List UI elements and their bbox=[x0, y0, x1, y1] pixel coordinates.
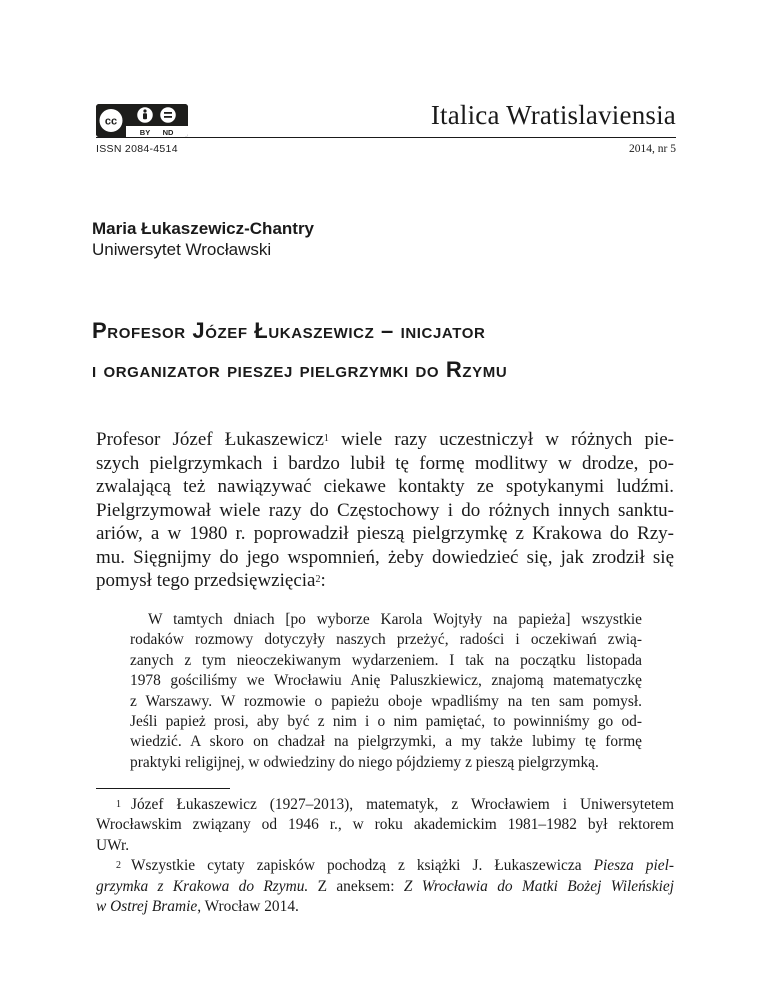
body-line: pomysł tego przedsięwzięcia$^2$: bbox=[96, 570, 326, 591]
by-label: BY bbox=[139, 128, 151, 137]
body-paragraph bbox=[96, 428, 674, 593]
footnote-1-line: UWr. bbox=[96, 836, 130, 854]
footnote-1-line: $^1$ Józef Łukaszewicz (1927–2013), matematyk, z Wrocławiem i Uniwersytetem bbox=[116, 796, 674, 813]
quote-line: z Warszawy. W rozmowie o papieżu oboje wpadliśmy na ten sam pomysł. bbox=[130, 692, 642, 710]
header-rule bbox=[96, 137, 676, 138]
footnote-2-line: w Ostrej Bramie, Wrocław 2014. bbox=[96, 898, 299, 916]
author-affiliation: Uniwersytet Wrocławski bbox=[92, 240, 272, 259]
cc-icon bbox=[99, 108, 124, 133]
footnote-2-line: grzymka z Krakowa do Rzymu. Z aneksem: Z Wrocławia do Matki Bożej Wileńskiej bbox=[96, 877, 674, 895]
quote-line: W tamtych dniach [po wyborze Karola Wojtyły na papieża] wszystkie bbox=[148, 611, 642, 628]
footnote-1-line: Wrocławskim związany od 1946 r., w roku akademickim 1981–1982 był rektorem bbox=[96, 816, 674, 834]
nd-label: ND bbox=[162, 128, 174, 137]
footnote-mark: 2 bbox=[116, 860, 121, 872]
article-title-line-2: i organizator pieszej pielgrzymki do Rzymu bbox=[92, 357, 508, 382]
body-line: mu. Sięgnijmy do jego wspomnień, żeby dowiedzieć się, jak zrodził się bbox=[96, 546, 674, 568]
issn: ISSN 2084-4514 bbox=[96, 143, 178, 155]
body-line: zwalającą też nawiązywać ciekawe kontakty ze spotykanymi ludźmi. bbox=[96, 476, 674, 497]
body-line: Pielgrzymował wiele razy do Częstochowy i do różnych innych sanktu- bbox=[96, 499, 674, 521]
quote-line: praktyki religijnej, w odwiedziny do niego pójdziemy z pieszą pielgrzymką. bbox=[130, 753, 599, 771]
footnote-mark: 1 bbox=[116, 799, 121, 810]
by-person-icon bbox=[137, 107, 154, 124]
footnotes bbox=[96, 795, 674, 917]
nd-equals-icon bbox=[160, 107, 177, 124]
block-quote bbox=[130, 610, 642, 773]
quote-line: wiedzić. A skoro on chadzał na pielgrzymki, a my także lubimy tę formę bbox=[130, 733, 642, 751]
footnote-2-line: $^2$ Wszystkie cytaty zapisków pochodzą z książki J. Łukaszewicza Piesza piel- bbox=[116, 857, 675, 875]
body-line-prefix: Profesor Józef Łukaszewicz bbox=[96, 429, 324, 450]
author-name: Maria Łukaszewicz-Chantry bbox=[92, 219, 315, 238]
footnote-ref: 2 bbox=[315, 574, 321, 585]
quote-line: rodaków rozmowy dotyczyły naszych przeżyć, radości i oczekiwań zwią- bbox=[130, 631, 642, 649]
footnote-ref: 1 bbox=[323, 433, 329, 444]
journal-title: Italica Wratislaviensia bbox=[430, 100, 676, 130]
svg-text:cc: cc bbox=[104, 115, 118, 128]
footnote-rule bbox=[96, 788, 230, 789]
article-title-line-1: Profesor Józef Łukaszewicz – inicjator bbox=[92, 318, 486, 343]
body-line: szych pielgrzymkach i bardzo lubił tę formę modlitwy w drodze, po- bbox=[96, 452, 674, 474]
quote-line: Jeśli papież prosi, aby być z nim i o nim pamiętać, to powinniśmy go od- bbox=[130, 713, 642, 731]
cc-license-badge bbox=[96, 104, 188, 137]
body-line: ariów, a w 1980 r. poprowadził pieszą pielgrzymkę z Krakowa do Rzy- bbox=[96, 523, 674, 544]
issue-number: 2014, nr 5 bbox=[629, 143, 676, 155]
quote-line: 1978 gościliśmy we Wrocławiu Anię Paluszkiewicz, znajomą matematyczkę bbox=[130, 672, 642, 690]
body-line: Profesor Józef Łukaszewicz$^1$ wiele razy uczestniczył w różnych pie- bbox=[96, 429, 674, 450]
quote-line: zanych z tym nieoczekiwanym wydarzeniem. I tak na początku listopada bbox=[130, 651, 642, 669]
